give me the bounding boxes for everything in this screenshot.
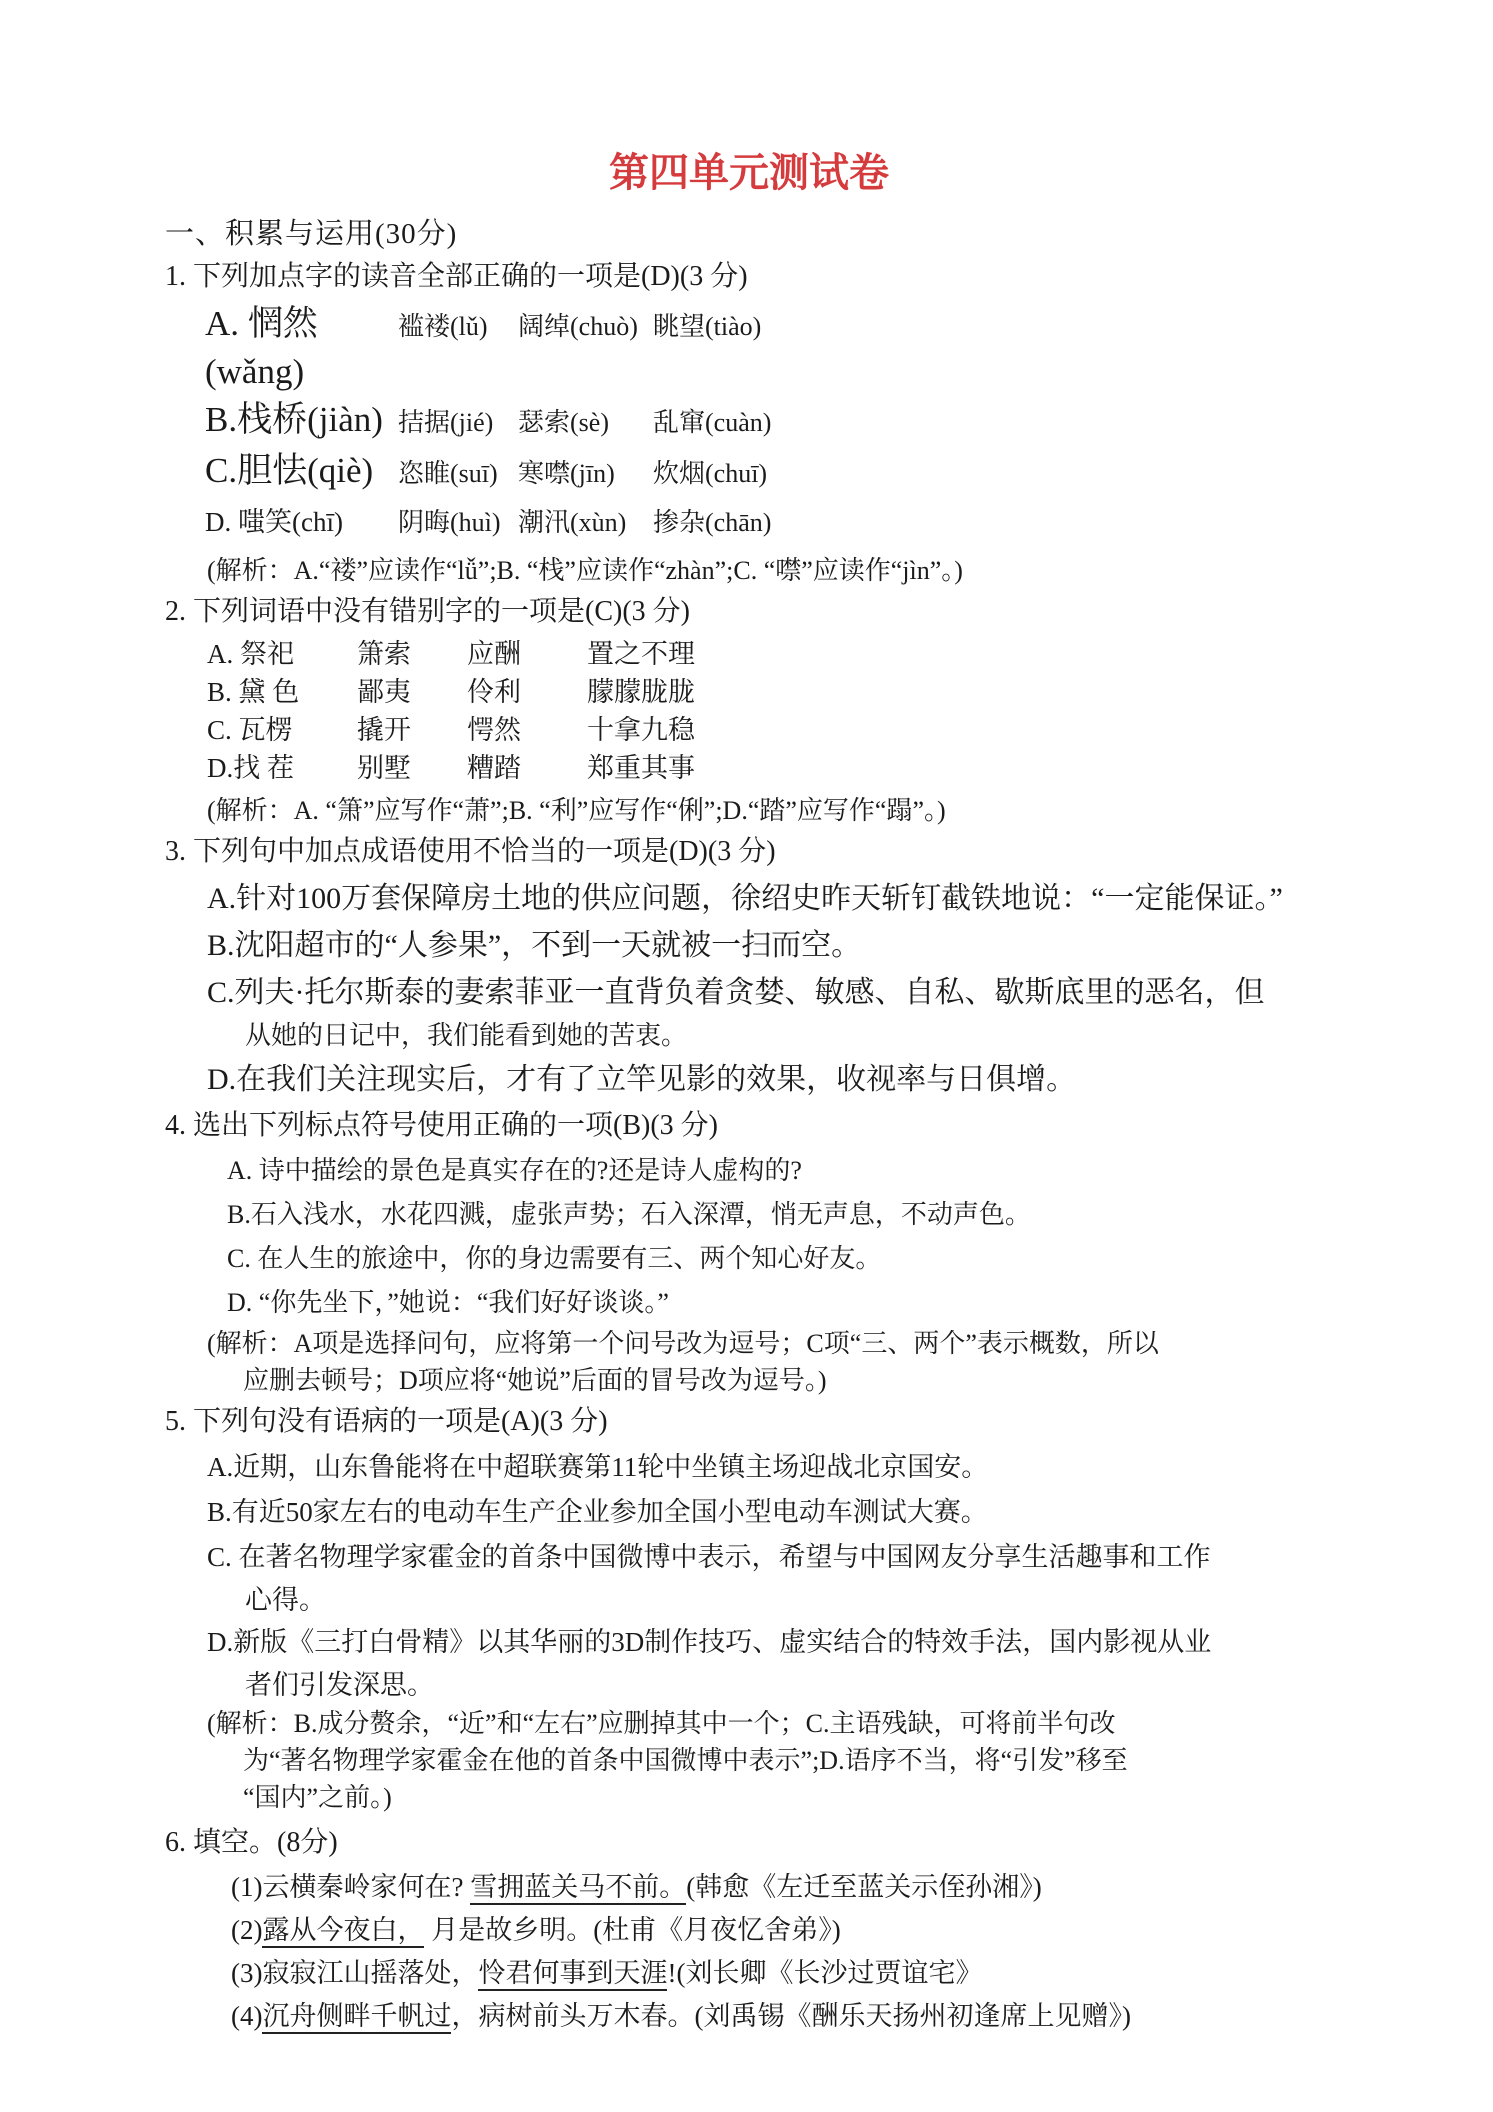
option-cell: D.找 茬 xyxy=(207,753,294,784)
section-heading: 一、积累与运用(30分) xyxy=(165,218,458,250)
q5-option-d: D.新版《三打白骨精》以其华丽的3D制作技巧、虚实结合的特效手法，国内影视从业 xyxy=(207,1627,1212,1658)
fill-item-post: 月是故乡明。(杜甫《月夜忆舍弟》) xyxy=(424,1915,841,1946)
option-cell: 拮据(jié) xyxy=(398,408,494,438)
option-cell: 伶利 xyxy=(467,677,521,708)
q2-option-row xyxy=(207,749,1333,787)
q1-option-row xyxy=(205,396,1333,447)
option-cell: 乱窜(cuàn) xyxy=(653,408,772,438)
fill-item xyxy=(231,1952,1333,1995)
q2-stem: 2. 下列词语中没有错别字的一项是(C)(3 分) xyxy=(165,596,690,628)
fill-item-pre: (1)云横秦岭家何在? xyxy=(231,1872,471,1903)
option-cell: 朦朦胧胧 xyxy=(587,677,695,708)
q1-option-row xyxy=(205,447,1333,498)
q6-stem: 6. 填空。(8分) xyxy=(165,1827,338,1859)
option-cell: 瑟索(sè) xyxy=(518,408,609,438)
fill-item-post: (韩愈《左迁至蓝关示侄孙湘》) xyxy=(686,1872,1042,1903)
option-cell: 潮汛(xùn) xyxy=(518,508,627,538)
option-cell: A. 祭祀 xyxy=(207,639,294,670)
q4-option-d: D. “你先坐下，”她说：“我们好好谈谈。” xyxy=(227,1288,669,1318)
option-cell: B.栈桥(jiàn) xyxy=(205,400,383,440)
option-cell: 炊烟(chuī) xyxy=(653,459,768,489)
option-cell: 阔绰(chuò) xyxy=(518,312,638,342)
q3-option-d: D.在我们关注现实后，才有了立竿见影的效果，收视率与日俱增。 xyxy=(207,1063,1077,1097)
q5-option-a: A.近期，山东鲁能将在中超联赛第11轮中坐镇主场迎战北京国安。 xyxy=(207,1452,989,1483)
q5-option-c-continuation: 心得。 xyxy=(245,1585,326,1616)
fill-item-answer: 雪拥蓝关马不前。 xyxy=(470,1872,686,1905)
q5-analysis-line: 为“著名物理学家霍金在他的首条中国微博中表示”;D.语序不当，将“引发”移至 xyxy=(243,1746,1128,1776)
q3-option-b: B.沈阳超市的“人参果”，不到一天就被一扫而空。 xyxy=(207,929,862,963)
option-cell: 置之不理 xyxy=(587,639,695,670)
q5-option-b: B.有近50家左右的电动车生产企业参加全国小型电动车测试大赛。 xyxy=(207,1497,988,1528)
page-title: 第四单元测试卷 xyxy=(609,150,889,195)
option-cell: 郑重其事 xyxy=(587,753,695,784)
option-cell: 别墅 xyxy=(357,753,411,784)
option-cell: A. 惘然(wǎng) xyxy=(205,304,318,392)
q2-options xyxy=(165,635,1333,787)
option-cell: 撬开 xyxy=(357,715,411,746)
option-cell: 十拿九稳 xyxy=(587,715,695,746)
fill-item xyxy=(231,1909,1333,1952)
option-cell: 眺望(tiào) xyxy=(653,312,762,342)
q4-option-a: A. 诗中描绘的景色是真实存在的?还是诗人虚构的? xyxy=(227,1156,802,1186)
fill-item-post: !(刘长卿《长沙过贾谊宅》 xyxy=(667,1958,983,1989)
q5-analysis-line: “国内”之前。) xyxy=(243,1783,392,1813)
q4-option-b: B.石入浅水，水花四溅，虚张声势；石入深潭，悄无声息，不动声色。 xyxy=(227,1200,1031,1230)
q4-analysis-line: (解析：A项是选择问句，应将第一个问号改为逗号；C项“三、两个”表示概数，所以 xyxy=(207,1329,1159,1359)
q3-option-c-continuation: 从她的日记中，我们能看到她的苦衷。 xyxy=(245,1021,688,1051)
q1-option-row xyxy=(205,498,1333,547)
option-cell: 褴褛(lǔ) xyxy=(398,312,488,342)
fill-item xyxy=(231,1995,1333,2038)
option-cell: 阴晦(huì) xyxy=(398,508,501,538)
q5-option-d-continuation: 者们引发深思。 xyxy=(245,1670,434,1701)
fill-item xyxy=(231,1866,1333,1909)
option-cell: 恣睢(suī) xyxy=(398,459,498,489)
option-cell: 糟踏 xyxy=(467,753,521,784)
q3-stem: 3. 下列句中加点成语使用不恰当的一项是(D)(3 分) xyxy=(165,836,776,868)
q3-option-c: C.列夫·托尔斯泰的妻索菲亚一直背负着贪婪、敏感、自私、歇斯底里的恶名，但 xyxy=(207,976,1265,1010)
fill-item-pre: (2) xyxy=(231,1915,263,1946)
q1-option-row xyxy=(205,300,1333,396)
option-cell: 鄙夷 xyxy=(357,677,411,708)
q1-options xyxy=(165,300,1333,547)
option-cell: 愕然 xyxy=(467,715,521,746)
option-cell: 掺杂(chān) xyxy=(653,508,772,538)
option-cell: 应酬 xyxy=(467,639,521,670)
q2-option-row xyxy=(207,635,1333,673)
q5-analysis-line: (解析：B.成分赘余，“近”和“左右”应删掉其中一个；C.主语残缺，可将前半句改 xyxy=(207,1709,1116,1739)
q3-option-a: A.针对100万套保障房土地的供应问题，徐绍史昨天斩钉截铁地说：“一定能保证。” xyxy=(207,882,1283,916)
q5-stem: 5. 下列句没有语病的一项是(A)(3 分) xyxy=(165,1406,608,1438)
option-cell: B. 黛 色 xyxy=(207,677,300,708)
q2-option-row xyxy=(207,711,1333,749)
option-cell: 箫索 xyxy=(357,639,411,670)
fill-item-answer: 怜君何事到天涯 xyxy=(478,1958,667,1991)
q1-analysis: (解析：A.“褛”应读作“lǚ”;B. “栈”应读作“zhàn”;C. “噤”应读作“jìn”。) xyxy=(207,556,963,586)
fill-item-pre: (3)寂寂江山摇落处， xyxy=(231,1958,479,1989)
option-cell: D. 嗤笑(chī) xyxy=(205,507,343,538)
q2-option-row xyxy=(207,673,1333,711)
q4-stem: 4. 选出下列标点符号使用正确的一项(B)(3 分) xyxy=(165,1110,718,1142)
q4-option-c: C. 在人生的旅途中，你的身边需要有三、两个知心好友。 xyxy=(227,1244,882,1274)
option-cell: 寒噤(jīn) xyxy=(518,459,615,489)
q4-analysis-line: 应删去顿号；D项应将“她说”后面的冒号改为逗号。) xyxy=(243,1366,827,1396)
q1-stem: 1. 下列加点字的读音全部正确的一项是(D)(3 分) xyxy=(165,261,748,293)
option-cell: C. 瓦楞 xyxy=(207,715,293,746)
fill-item-post: ，病树前头万木春。(刘禹锡《酬乐天扬州初逢席上见赠》) xyxy=(451,2001,1131,2032)
option-cell: C.胆怯(qiè) xyxy=(205,451,374,491)
q5-option-c: C. 在著名物理学家霍金的首条中国微博中表示，希望与中国网友分享生活趣事和工作 xyxy=(207,1542,1211,1573)
fill-item-answer: 露从今夜白， xyxy=(262,1915,424,1948)
fill-item-pre: (4) xyxy=(231,2001,263,2032)
q2-analysis: (解析：A. “箫”应写作“萧”;B. “利”应写作“俐”;D.“踏”应写作“蹋”。) xyxy=(207,796,946,826)
fill-item-answer: 沉舟侧畔千帆过 xyxy=(262,2001,451,2034)
